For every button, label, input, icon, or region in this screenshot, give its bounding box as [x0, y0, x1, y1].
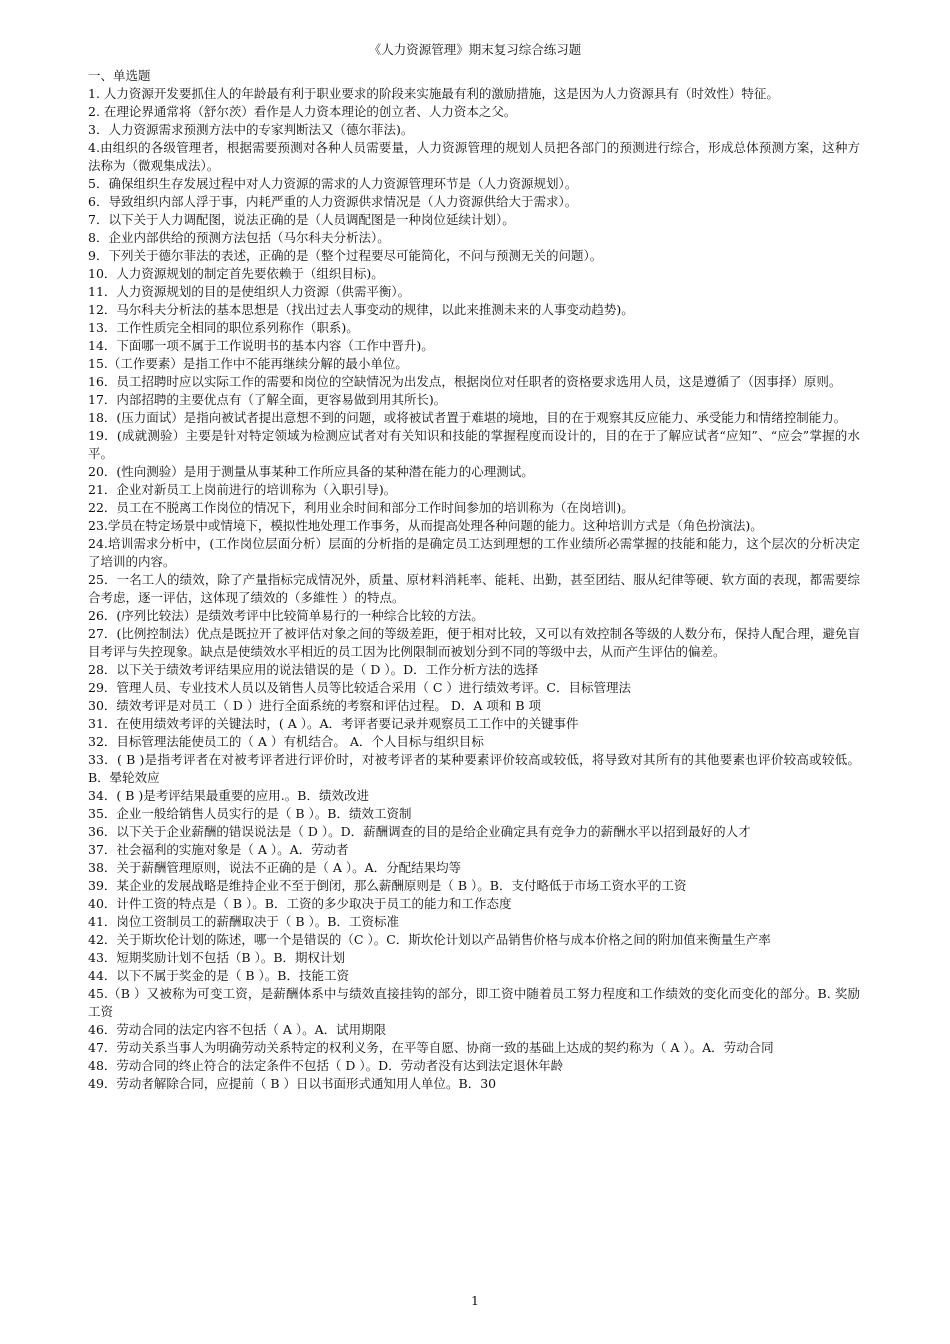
question-item: 43．短期奖励计划不包括（B ）。B．期权计划 [88, 950, 346, 965]
question-item: 15.（工作要素）是指工作中不能再继续分解的最小单位。 [88, 356, 408, 371]
section-heading: 一、单选题 [88, 68, 151, 83]
question-item: 40．计件工资的特点是（ B ）。B．工资的多少取决于员工的能力和工作态度 [88, 896, 512, 911]
question-item: 16．员工招聘时应以实际工作的需要和岗位的空缺情况为出发点，根据岗位对任职者的资格要求选用人员，这是遵循了（因事择）原则。 [88, 374, 842, 389]
question-item: 41．岗位工资制员工的薪酬取决于（ B ）。B．工资标准 [88, 914, 399, 929]
question-item: 47．劳动关系当事人为明确劳动关系特定的权利义务，在平等自愿、协商一致的基础上达成的契约称为（ A ）。A．劳动合同 [88, 1040, 774, 1055]
question-item: 46．劳动合同的法定内容不包括（ A ）。A．试用期限 [88, 1022, 387, 1037]
question-item: 32．目标管理法能使员工的（ A ）有机结合。 A．个人目标与组织目标 [88, 734, 484, 749]
question-item: 28．以下关于绩效考评结果应用的说法错误的是（ D ）。D．工作分析方法的选择 [88, 662, 539, 677]
question-item: 14．下面哪一项不属于工作说明书的基本内容（工作中晋升)。 [88, 338, 434, 353]
question-item: 25．一名工人的绩效，除了产量指标完成情况外，质量、原材料消耗率、能耗、出勤，甚至团结、服从纪律等硬、软方面的表现，都需要综合考虑，逐一评估，这体现了绩效的（多維性 ）的特点。 [88, 572, 860, 605]
question-item: 1. 人力资源开发要抓住人的年龄最有利于职业要求的阶段来实施最有利的激励措施，这是因为人力资源具有（时效性）特征。 [88, 86, 779, 101]
page-number: 1 [471, 1293, 479, 1308]
question-item: 24.培训需求分析中，(工作岗位层面分析）层面的分析指的是确定员工达到理想的工作业绩所必需掌握的技能和能力，这个层次的分析决定了培训的内容。 [88, 536, 860, 569]
question-item: 18．(压力面试）是指向被试者提出意想不到的问题，或将被试者置于难堪的境地，目的在于观察其反应能力、承受能力和情绪控制能力。 [88, 410, 847, 425]
question-item: 39．某企业的发展战略是维持企业不至于倒闭，那么薪酬原则是（ B ）。B．支付略低于市场工资水平的工资 [88, 878, 687, 893]
question-item: 34．( B )是考评结果最重要的应用.。B．绩效改进 [88, 788, 369, 803]
question-item: 2. 在理论界通常将（舒尔茨）看作是人力资本理论的创立者、人力资本之父。 [88, 104, 517, 119]
document-body [88, 67, 860, 1093]
question-item: 10．人力资源规划的制定首先要依赖于（组织目标)。 [88, 266, 384, 281]
question-item: 13．工作性质完全相同的职位系列称作（职系)。 [88, 320, 359, 335]
question-item: 49．劳动者解除合同，应提前（ B ）日以书面形式通知用人单位。B．30 [88, 1076, 497, 1091]
question-item: 9．下列关于德尔菲法的表述，正确的是（整个过程要尽可能简化，不问与预测无关的问题）。 [88, 248, 603, 263]
question-item: 12．马尔科夫分析法的基本思想是（找出过去人事变动的规律，以此来推测未来的人事变动趋势)。 [88, 302, 634, 317]
question-item: 4.由组织的各级管理者，根据需要预测对各种人员需要量，人力资源管理的规划人员把各部门的预测进行综合，形成总体预测方案，这种方法称为（微观集成法）。 [88, 140, 860, 173]
question-item: 44．以下不属于奖金的是（ B ）。B．技能工资 [88, 968, 349, 983]
question-item: 19．(成就测验）主要是针对特定领域为检测应试者对有关知识和技能的掌握程度而设计的，目的在于了解应试者“应知”、“应会”掌握的水平。 [88, 428, 860, 461]
question-item: 29．管理人员、专业技术人员以及销售人员等比较适合采用（ C ）进行绩效考评。C．目标管理法 [88, 680, 631, 695]
question-item: 7．以下关于人力调配图，说法正确的是（人员调配图是一种岗位延续计划）。 [88, 212, 515, 227]
question-item: 45.（B ）又被称为可变工资，是薪酬体系中与绩效直接挂钩的部分，即工资中随着员工努力程度和工作绩效的变化而变化的部分。B. 奖励工资 [88, 986, 860, 1019]
question-item: 30．绩效考评是对员工（ D ）进行全面系统的考察和评估过程。 D．A 项和 B 项 [88, 698, 542, 713]
question-item: 27．(比例控制法）优点是既拉开了被评估对象之间的等级差距，便于相对比较，又可以有效控制各等级的人数分布，保持人配合理，避免盲目考评与失控现象。缺点是使绩效水平相近的员工因为比例限制而被划分到不同的等级中去，从而产生评估的偏差。 [88, 626, 860, 659]
question-item: 48．劳动合同的终止符合的法定条件不包括（ D ）。D．劳动者没有达到法定退休年龄 [88, 1058, 564, 1073]
question-item: 20．(性向测验）是用于测量从事某种工作所应具备的某种潜在能力的心理测试。 [88, 464, 534, 479]
question-item: 23.学员在特定场景中或情境下，模拟性地处理工作事务，从而提高处理各种问题的能力。这种培训方式是（角色扮演法)。 [88, 518, 763, 533]
question-item: 38．关于薪酬管理原则，说法不正确的是（ A ）。A．分配结果均等 [88, 860, 462, 875]
question-item: 22．员工在不脱离工作岗位的情况下，利用业余时间和部分工作时间参加的培训称为（在岗培训)。 [88, 500, 634, 515]
question-item: 26．(序列比较法）是绩效考评中比较简单易行的一种综合比较的方法。 [88, 608, 484, 623]
question-item: 35．企业一般给销售人员实行的是（ B ）。B．绩效工资制 [88, 806, 412, 821]
question-item: 36．以下关于企业薪酬的错误说法是（ D ）。D．薪酬调查的目的是给企业确定具有竞争力的薪酬水平以招到最好的人才 [88, 824, 751, 839]
question-item: 31．在使用绩效考评的关键法时，( A ）。A．考评者要记录并观察员工工作中的关键事件 [88, 716, 579, 731]
document-title: 《人力资源管理》期末复习综合练习题 [368, 42, 582, 57]
question-item: 5．确保组织生存发展过程中对人力资源的需求的人力资源管理环节是（人力资源规划）。 [88, 176, 578, 191]
question-item: 17．内部招聘的主要优点有（了解全面，更容易做到用其所长)。 [88, 392, 447, 407]
question-item: 8．企业内部供给的预测方法包括（马尔科夫分析法）。 [88, 230, 390, 245]
question-item: 3．人力资源需求预测方法中的专家判断法又（德尔菲法)。 [88, 122, 414, 137]
question-item: 6．导致组织内部人浮于事，内耗严重的人力资源供求情况是（人力资源供给大于需求）。 [88, 194, 578, 209]
question-item: 42．关于斯坎伦计划的陈述，哪一个是错误的（C ）。C．斯坎伦计划以产品销售价格与成本价格之间的附加值来衡量生产率 [88, 932, 771, 947]
question-item: 33．( B )是指考评者在对被考评者进行评价时，对被考评者的某种要素评价较高或较低，将导致对其所有的其他要素也评价较高或较低。 B．晕轮效应 [88, 752, 860, 785]
question-item: 21．企业对新员工上岗前进行的培训称为（入职引导)。 [88, 482, 397, 497]
question-item: 37．社会福利的实施对象是（ A ）。A．劳动者 [88, 842, 349, 857]
question-item: 11．人力资源规划的目的是使组织人力资源（供需平衡）。 [88, 284, 411, 299]
